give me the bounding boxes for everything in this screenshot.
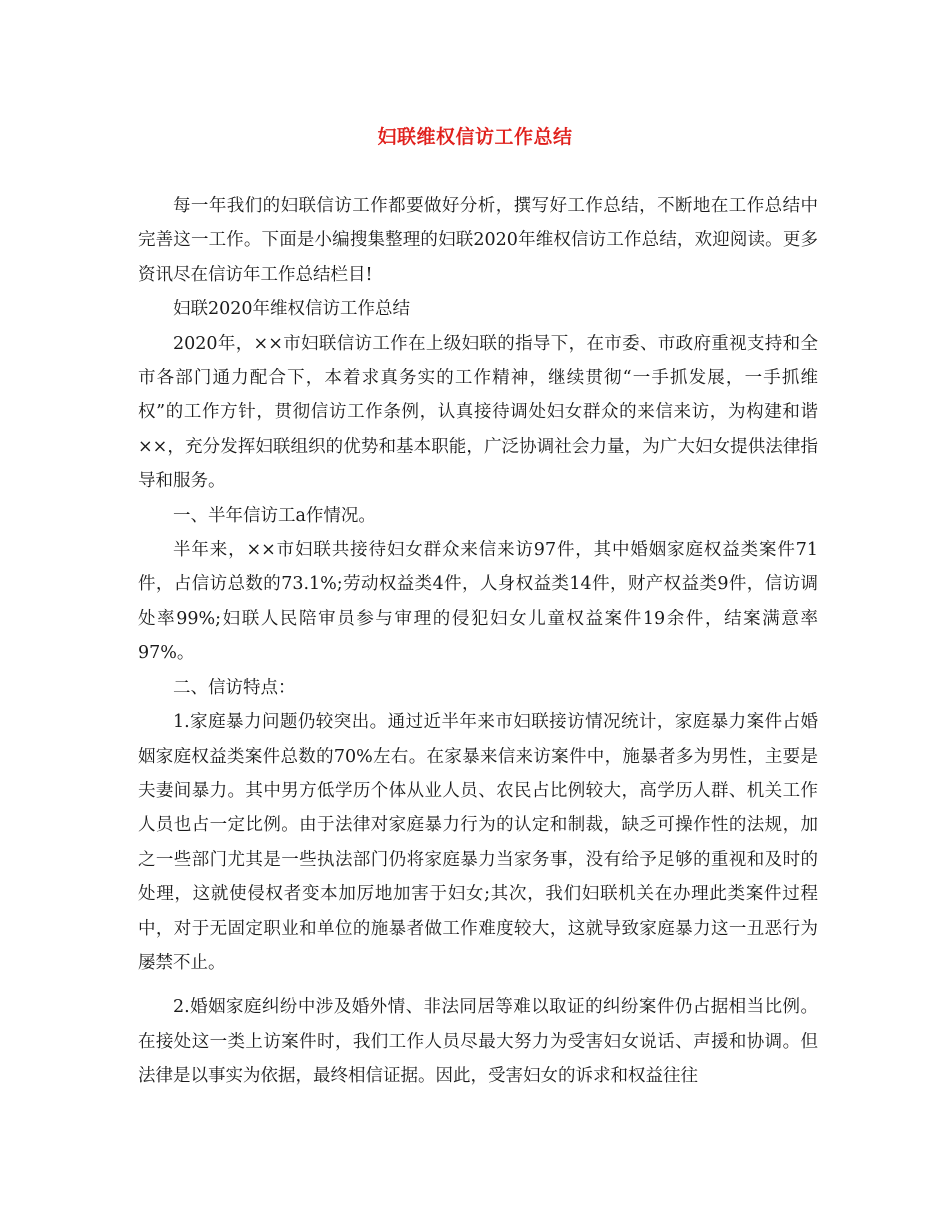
document-body [138,189,818,1094]
section-heading-2: 二、信访特点： [173,677,296,698]
paragraph-intro: 每一年我们的妇联信访工作都要做好分析，撰写好工作总结，不断地在工作总结中完善这一工作。下面是小编搜集整理的妇联2020年维权信访工作总结，欢迎阅读。更多资讯尽在信访年工作总结栏目! [138,196,818,285]
document-title: 妇联维权信访工作总结 [377,126,573,148]
paragraph-point-2: 2.婚姻家庭纠纷中涉及婚外情、非法同居等难以取证的纠纷案件仍占据相当比例。在接处这一类上访案件时，我们工作人员尽最大努力为受害妇女说话、声援和协调。但法律是以事实为依据，最终相信证据。因此，受害妇女的诉求和权益往往 [138,997,818,1087]
section-heading-1: 一、半年信访工a作情况。 [173,505,376,526]
paragraph-overview: 2020年，××市妇联信访工作在上级妇联的指导下，在市委、市政府重视支持和全市各部门通力配合下，本着求真务实的工作精神，继续贯彻“一手抓发展，一手抓维权”的工作方针，贯彻信访工作条例，认真接待调处妇女群众的来信来访，为构建和谐××，充分发挥妇联组织的优势和基本职能，广泛协调社会力量，为广大妇女提供法律指导和服务。 [138,333,818,492]
paragraph-subtitle: 妇联2020年维权信访工作总结 [173,299,411,320]
paragraph-statistics: 半年来，××市妇联共接待妇女群众来信来访97件，其中婚姻家庭权益类案件71件，占信访总数的73.1%;劳动权益类4件，人身权益类14件，财产权益类9件，信访调处率99%;妇联人民陪审员参与审理的侵犯妇女儿童权益案件19余件，结案满意率97%。 [138,540,818,664]
paragraph-point-1: 1.家庭暴力问题仍较突出。通过近半年来市妇联接访情况统计，家庭暴力案件占婚姻家庭权益类案件总数的70%左右。在家暴来信来访案件中，施暴者多为男性，主要是夫妻间暴力。其中男方低学历个体从业人员、农民占比例较大，高学历人群、机关工作人员也占一定比例。由于法律对家庭暴力行为的认定和制裁，缺乏可操作性的法规，加之一些部门尤其是一些执法部门仍将家庭暴力当家务事，没有给予足够的重视和及时的处理，这就使侵权者变本加厉地加害于妇女;其次，我们妇联机关在办理此类案件过程中，对于无固定职业和单位的施暴者做工作难度较大，这就导致家庭暴力这一丑恶行为屡禁不止。 [138,712,818,973]
